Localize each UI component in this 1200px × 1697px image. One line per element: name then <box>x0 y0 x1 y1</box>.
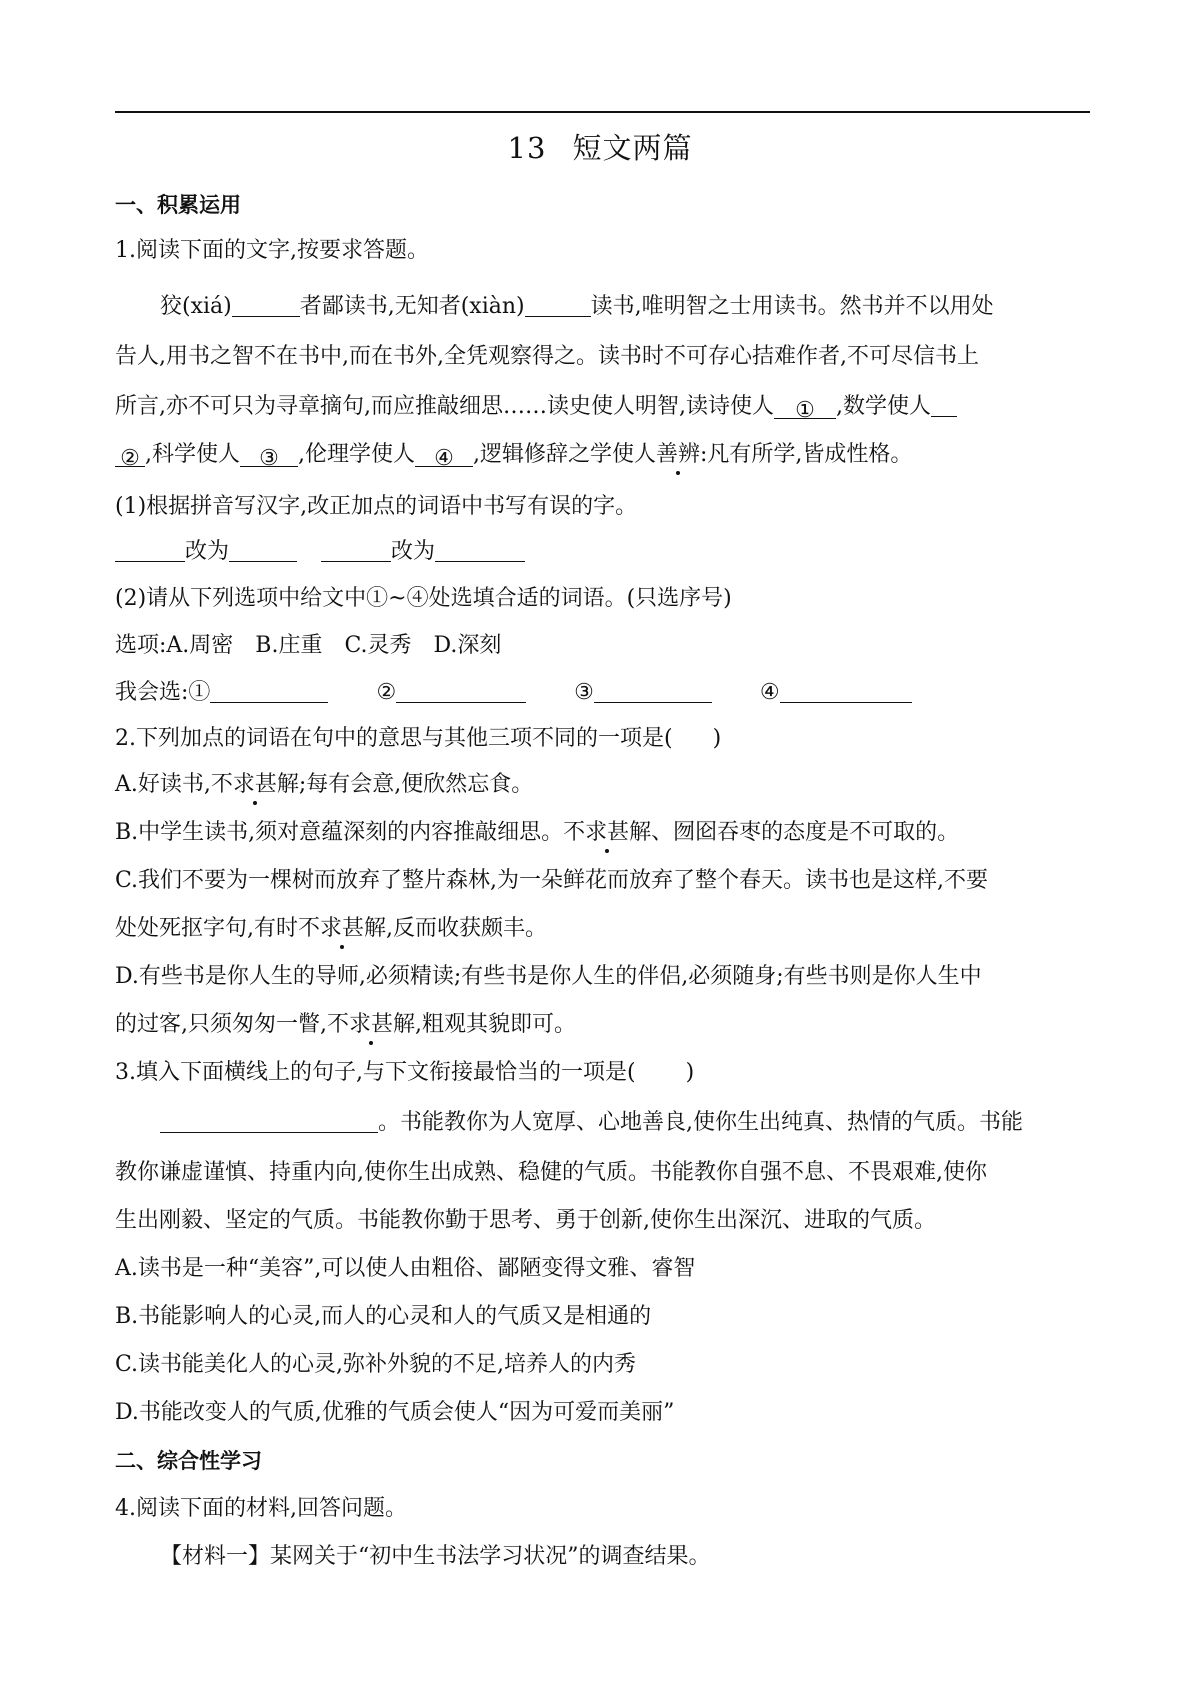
choose-blank-3[interactable] <box>594 680 712 703</box>
correct-char-blank-2[interactable] <box>435 539 525 562</box>
lesson-number: 13 <box>507 131 547 165</box>
blank-4[interactable]: ④ <box>415 444 473 467</box>
q2-option-b[interactable]: B.中学生读书,须对意蕴深刻的内容推敲细思。不求甚解、囫囵吞枣的态度是不可取的。 <box>115 820 960 845</box>
q3-passage-line-2: 教你谦虚谨慎、持重内向,使你生出成熟、稳健的气质。书能教你自强不息、不畏艰难,使你 <box>115 1160 987 1185</box>
q1-passage-line-3: 所言,亦不可只为寻章摘句,而应推敲细思……读史使人明智,读诗使人 ① ,数学使人 <box>115 392 1090 422</box>
q3-passage-line-1: 。书能教你为人宽厚、心地善良,使你生出纯真、热情的气质。书能 <box>160 1108 1090 1138</box>
section-heading-2: 二、综合性学习 <box>115 1449 262 1473</box>
q3-option-b[interactable]: B.书能影响人的心灵,而人的心灵和人的气质又是相通的 <box>115 1304 652 1329</box>
q1-choose-row: 我会选:① ② ③ ④ <box>115 678 1090 708</box>
q3-passage-line-3: 生出刚毅、坚定的气质。书能教你勤于思考、勇于创新,使你生出深沉、进取的气质。 <box>115 1208 936 1233</box>
blank-2[interactable]: ② <box>115 444 145 467</box>
q2-option-d-line-2[interactable]: 的过客,只须匆匆一瞥,不求甚解,粗观其貌即可。 <box>115 1012 577 1037</box>
q3-stem: 3.填入下面横线上的句子,与下文衔接最恰当的一项是( ) <box>115 1060 695 1085</box>
lesson-title: 短文两篇 <box>572 131 693 165</box>
q1-passage-line-2: 告人,用书之智不在书中,而在书外,全凭观察得之。读书时不可存心拮难作者,不可尽信书上 <box>115 344 979 369</box>
q2-option-c-line-2[interactable]: 处处死抠字句,有时不求甚解,反而收获颇丰。 <box>115 916 548 941</box>
q2-option-a[interactable]: A.好读书,不求甚解;每有会意,便欣然忘食。 <box>115 772 534 797</box>
q1-passage-line-4: ② ,科学使人 ③ ,伦理学使人 ④ ,逻辑修辞之学使人善辨:凡有所学,皆成性格。 <box>115 440 1090 470</box>
q3-option-c[interactable]: C.读书能美化人的心灵,弥补外貌的不足,培养人的内秀 <box>115 1352 637 1377</box>
pinyin-blank-1[interactable] <box>232 294 300 317</box>
q1-stem: 1.阅读下面的文字,按要求答题。 <box>115 238 429 263</box>
q1-passage-line-1: 狡(xiá) 者鄙读书,无知者(xiàn) 读书,唯明智之士用读书。然书并不以用处 <box>160 294 994 319</box>
correct-char-blank-1[interactable] <box>229 539 297 562</box>
blank-3[interactable]: ③ <box>240 444 298 467</box>
q3-fill-blank[interactable] <box>160 1110 378 1133</box>
wrong-char-blank-1[interactable] <box>115 539 185 562</box>
q1-sub2: (2)请从下列选项中给文中①~④处选填合适的词语。(只选序号) <box>115 586 732 611</box>
pinyin-blank-2[interactable] <box>525 294 591 317</box>
dotted-word: 善辨 <box>656 442 701 467</box>
q1-correction-row: 改为 改为 <box>115 537 1090 567</box>
section-heading-1: 一、积累运用 <box>115 193 241 217</box>
blank-2-start[interactable] <box>931 394 957 417</box>
q4-material-1: 【材料一】某网关于“初中生书法学习状况”的调查结果。 <box>160 1544 711 1569</box>
q2-option-d-line-1[interactable]: D.有些书是你人生的导师,必须精读;有些书是你人生的伴侣,必须随身;有些书则是你人生中 <box>115 964 982 989</box>
q2-stem: 2.下列加点的词语在句中的意思与其他三项不同的一项是( ) <box>115 726 722 751</box>
choose-blank-1[interactable] <box>210 680 328 703</box>
wrong-char-blank-2[interactable] <box>321 539 391 562</box>
choose-blank-2[interactable] <box>396 680 526 703</box>
q1-sub1: (1)根据拼音写汉字,改正加点的词语中书写有误的字。 <box>115 494 638 519</box>
choose-blank-4[interactable] <box>780 680 912 703</box>
q3-option-a[interactable]: A.读书是一种“美容”,可以使人由粗俗、鄙陋变得文雅、睿智 <box>115 1256 696 1281</box>
q3-option-d[interactable]: D.书能改变人的气质,优雅的气质会使人“因为可爱而美丽” <box>115 1400 675 1425</box>
blank-1[interactable]: ① <box>774 396 836 419</box>
q4-stem: 4.阅读下面的材料,回答问题。 <box>115 1496 407 1521</box>
top-rule <box>115 111 1090 113</box>
q2-option-c-line-1[interactable]: C.我们不要为一棵树而放弃了整片森林,为一朵鲜花而放弃了整个春天。读书也是这样,不要 <box>115 868 989 893</box>
page-title <box>0 126 1200 167</box>
q1-options: 选项:A.周密 B.庄重 C.灵秀 D.深刻 <box>115 633 502 658</box>
